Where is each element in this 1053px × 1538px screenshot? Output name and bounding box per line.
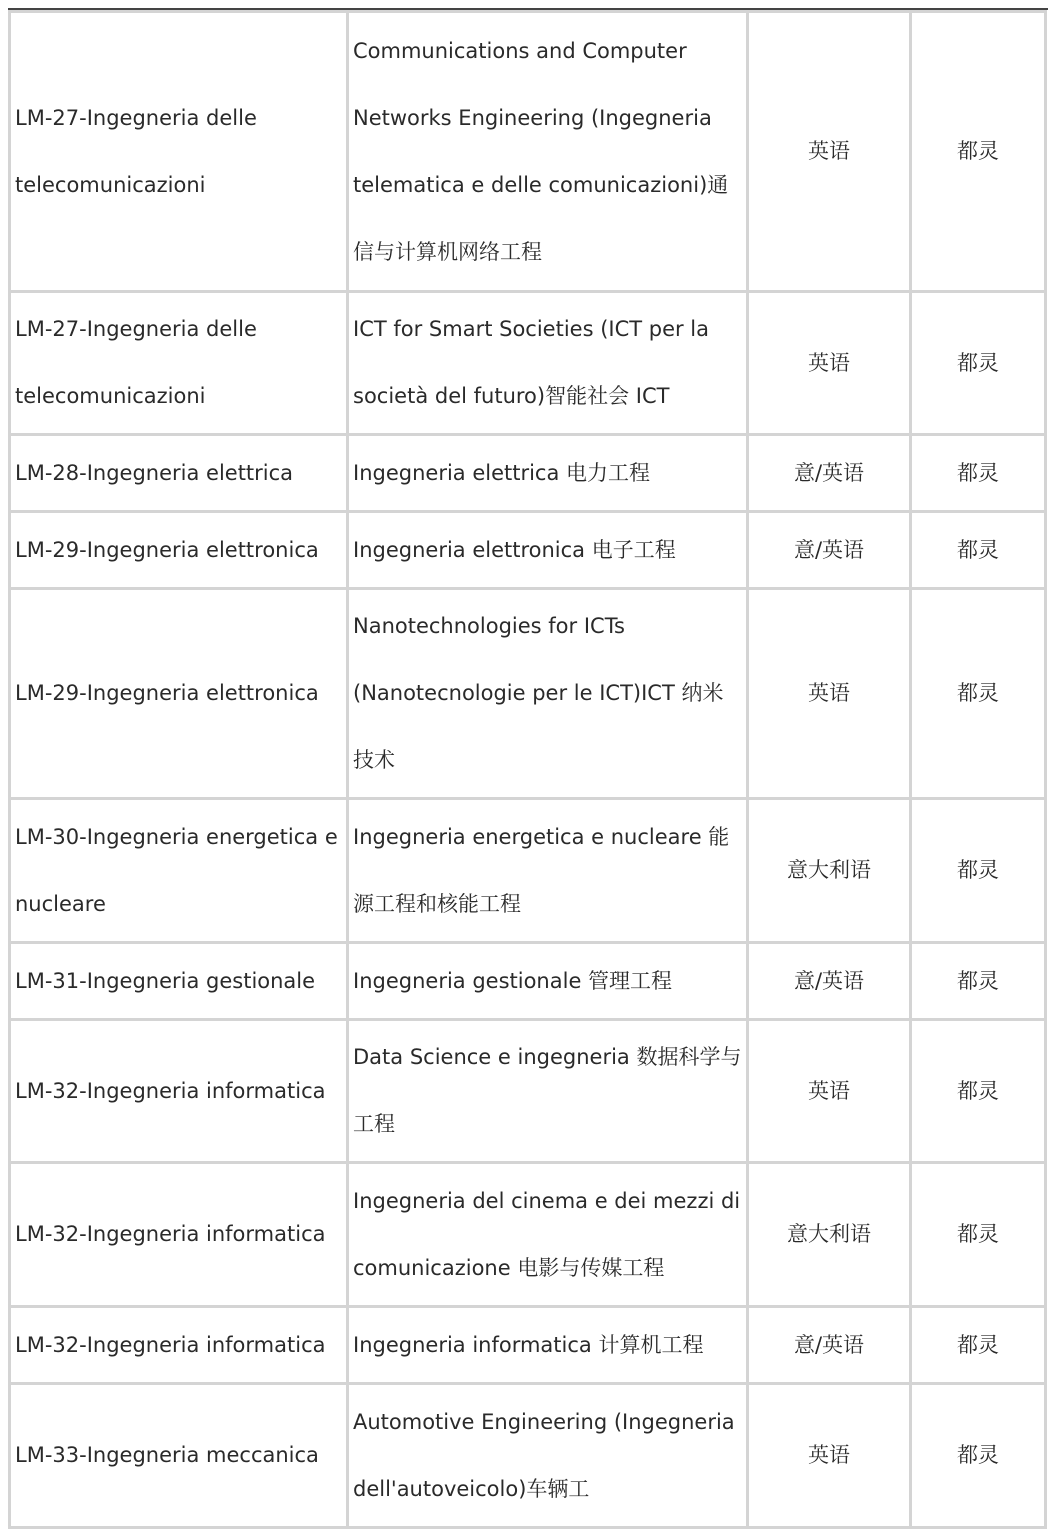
language-cell: 英语	[748, 1020, 911, 1163]
table-row	[10, 512, 1046, 589]
city-cell: 都灵	[911, 943, 1046, 1020]
city-cell: 都灵	[911, 1163, 1046, 1307]
programme-cell: Ingegneria energetica e nucleare 能源工程和核能工程	[348, 799, 748, 943]
table-row	[10, 1307, 1046, 1384]
programme-cell: Ingegneria elettronica 电子工程	[348, 512, 748, 589]
city-cell: 都灵	[911, 292, 1046, 435]
degree-class-cell: LM-33-Ingegneria meccanica	[10, 1384, 348, 1528]
table-body	[10, 12, 1046, 1528]
language-cell: 英语	[748, 12, 911, 292]
degree-class-cell: LM-29-Ingegneria elettronica	[10, 512, 348, 589]
city-cell: 都灵	[911, 799, 1046, 943]
table-row	[10, 799, 1046, 943]
language-cell: 意/英语	[748, 943, 911, 1020]
programme-cell: Data Science e ingegneria 数据科学与工程	[348, 1020, 748, 1163]
city-cell: 都灵	[911, 1307, 1046, 1384]
city-cell: 都灵	[911, 1020, 1046, 1163]
language-cell: 意/英语	[748, 1307, 911, 1384]
degree-class-cell: LM-32-Ingegneria informatica	[10, 1307, 348, 1384]
language-cell: 意大利语	[748, 799, 911, 943]
programme-cell: ICT for Smart Societies (ICT per la società del futuro)智能社会 ICT	[348, 292, 748, 435]
degree-class-cell: LM-30-Ingegneria energetica e nucleare	[10, 799, 348, 943]
table-row	[10, 12, 1046, 292]
city-cell: 都灵	[911, 1384, 1046, 1528]
city-cell: 都灵	[911, 589, 1046, 799]
language-cell: 英语	[748, 589, 911, 799]
degree-class-cell: LM-28-Ingegneria elettrica	[10, 435, 348, 512]
table-row	[10, 435, 1046, 512]
programme-cell: Nanotechnologies for ICTs (Nanotecnologie per le ICT)ICT 纳米技术	[348, 589, 748, 799]
table-row	[10, 943, 1046, 1020]
programme-cell: Automotive Engineering (Ingegneria dell'autoveicolo)车辆工	[348, 1384, 748, 1528]
language-cell: 意/英语	[748, 512, 911, 589]
degree-class-cell: LM-31-Ingegneria gestionale	[10, 943, 348, 1020]
language-cell: 英语	[748, 292, 911, 435]
table-row	[10, 589, 1046, 799]
city-cell: 都灵	[911, 12, 1046, 292]
degree-class-cell: LM-32-Ingegneria informatica	[10, 1020, 348, 1163]
table-row	[10, 292, 1046, 435]
programme-cell: Ingegneria gestionale 管理工程	[348, 943, 748, 1020]
degree-class-cell: LM-29-Ingegneria elettronica	[10, 589, 348, 799]
degree-class-cell: LM-27-Ingegneria delle telecomunicazioni	[10, 12, 348, 292]
language-cell: 英语	[748, 1384, 911, 1528]
city-cell: 都灵	[911, 435, 1046, 512]
degree-class-cell: LM-27-Ingegneria delle telecomunicazioni	[10, 292, 348, 435]
table-row	[10, 1020, 1046, 1163]
programme-cell: Ingegneria elettrica 电力工程	[348, 435, 748, 512]
city-cell: 都灵	[911, 512, 1046, 589]
programme-cell: Communications and Computer Networks Engineering (Ingegneria telematica e delle comunicazioni)通信与计算机网络工程	[348, 12, 748, 292]
programme-cell: Ingegneria informatica 计算机工程	[348, 1307, 748, 1384]
programme-cell: Ingegneria del cinema e dei mezzi di comunicazione 电影与传媒工程	[348, 1163, 748, 1307]
language-cell: 意大利语	[748, 1163, 911, 1307]
language-cell: 意/英语	[748, 435, 911, 512]
table-row	[10, 1384, 1046, 1528]
degree-programme-table	[8, 10, 1047, 1529]
degree-class-cell: LM-32-Ingegneria informatica	[10, 1163, 348, 1307]
table-row	[10, 1163, 1046, 1307]
